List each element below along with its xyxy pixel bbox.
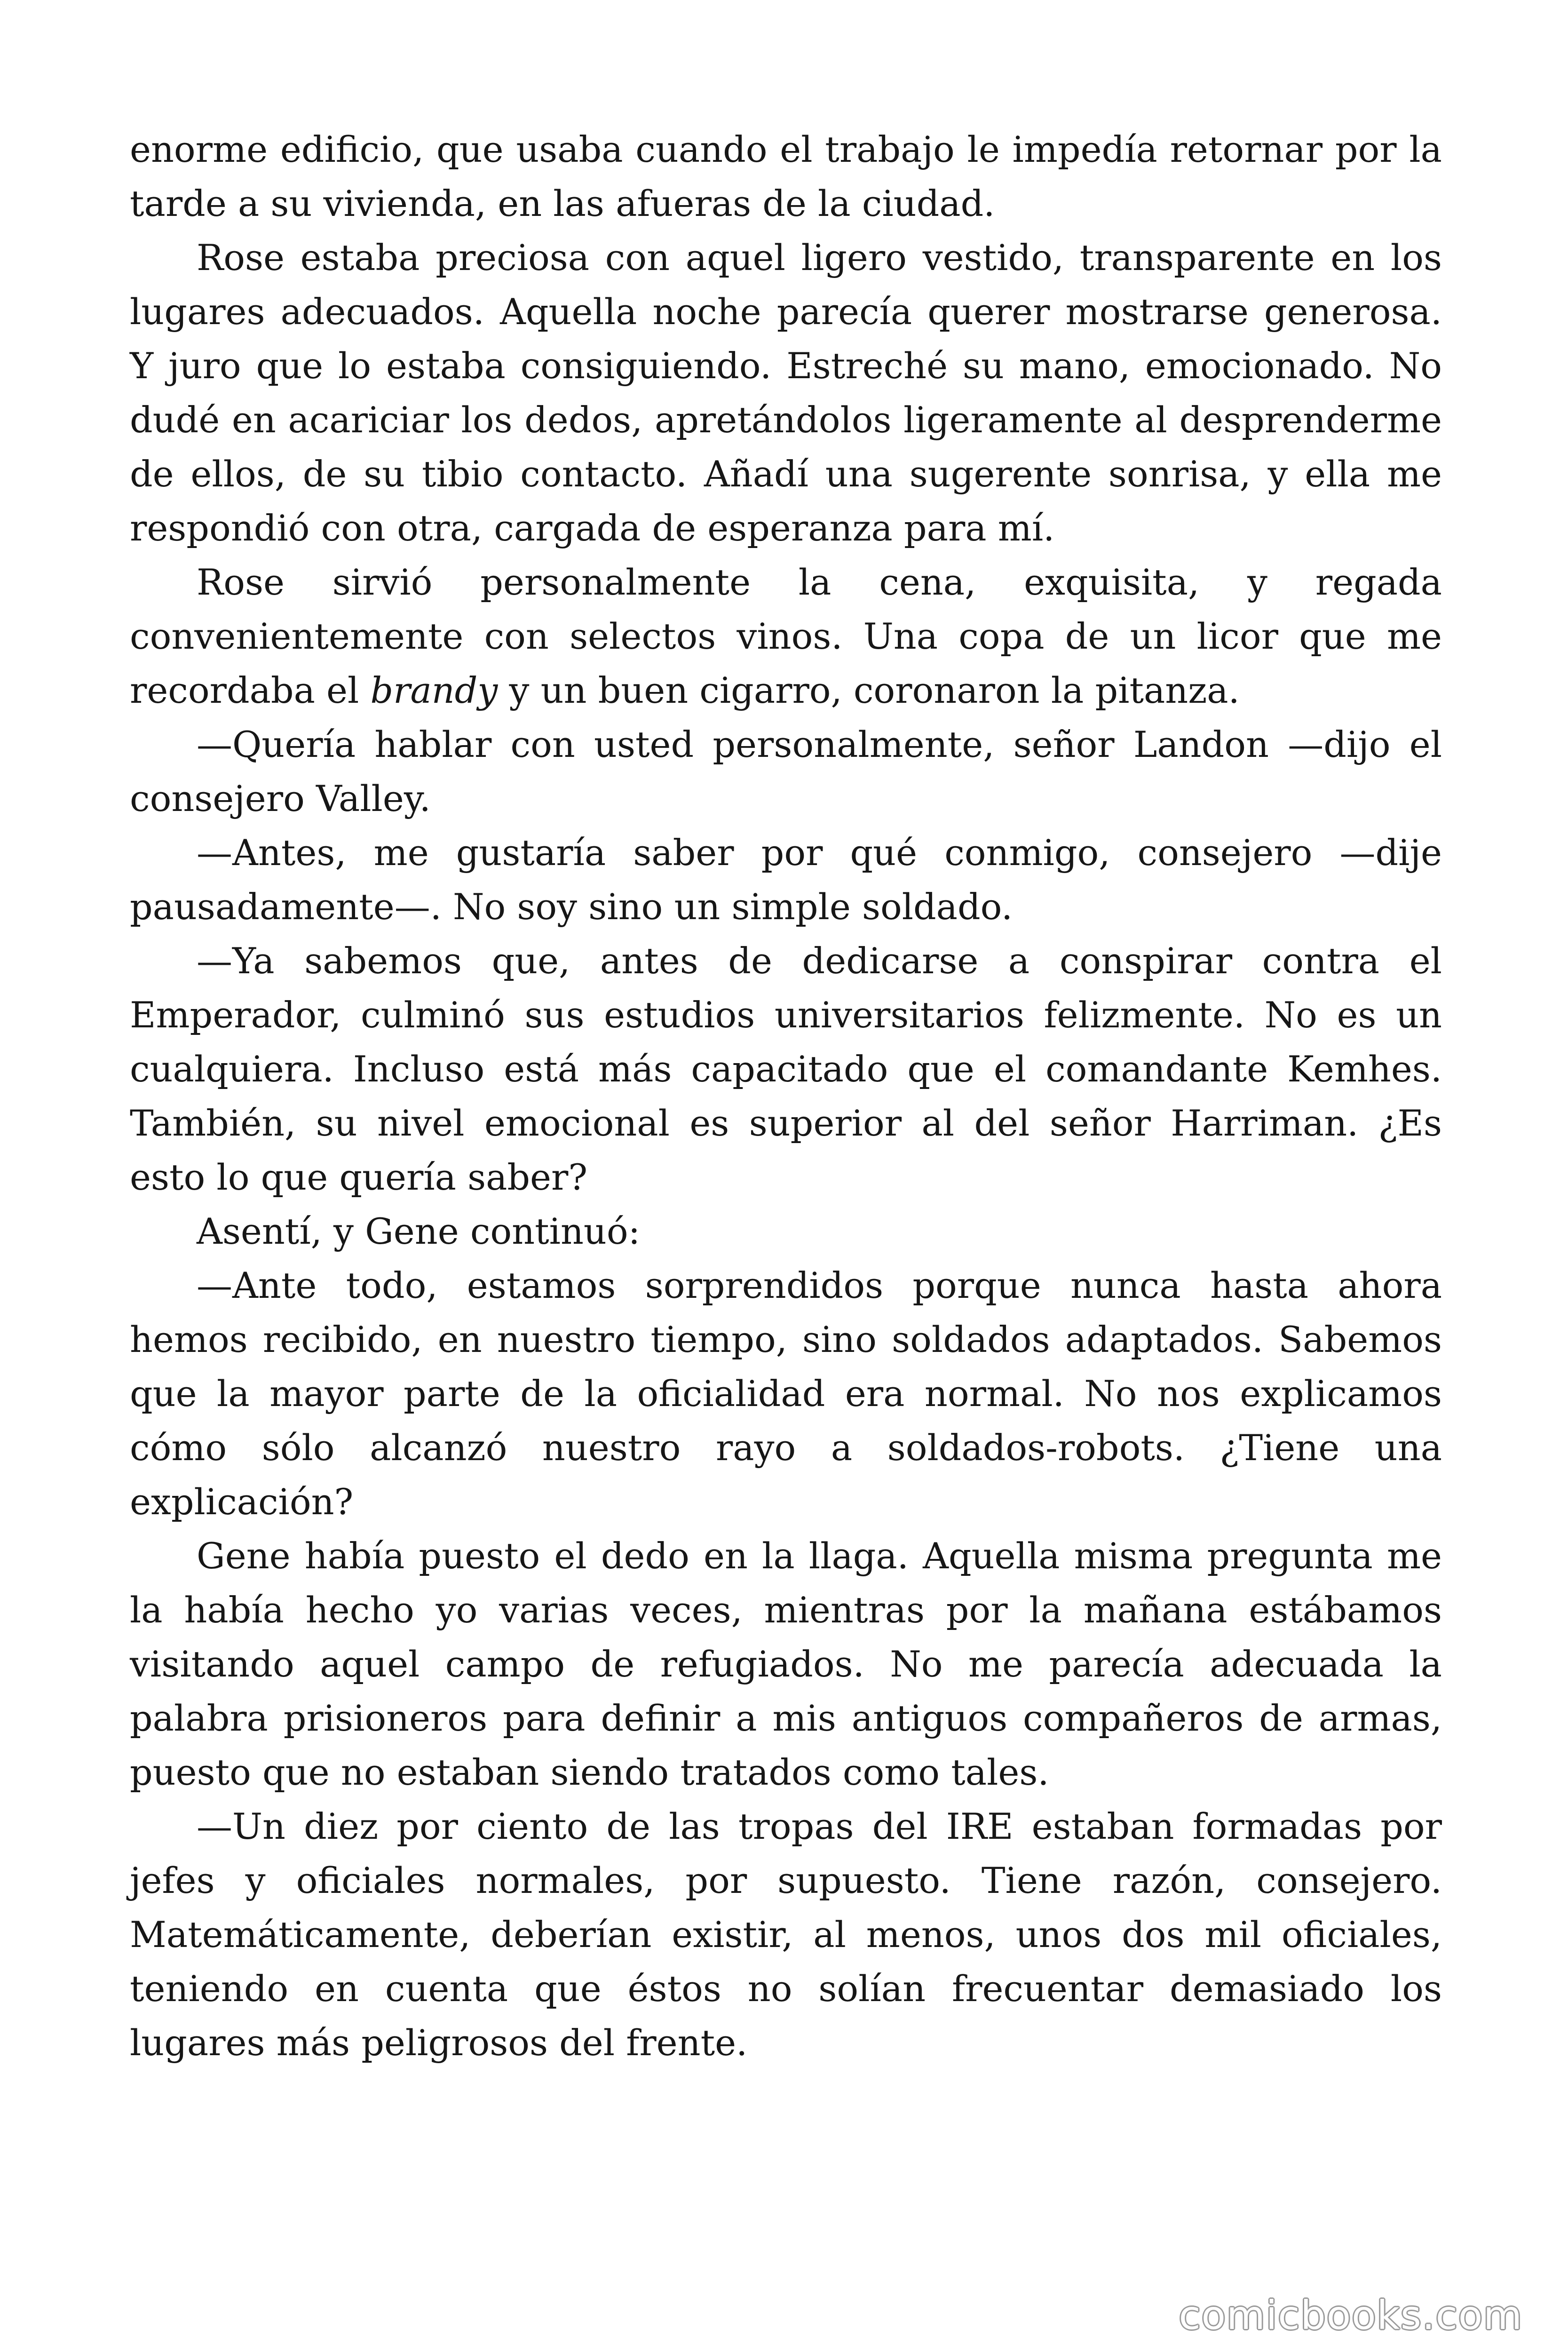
paragraph: enorme edificio, que usaba cuando el trabajo le impedía retornar por la tarde a su vivienda, en las afueras de la ciudad. bbox=[130, 128, 1442, 224]
paragraph: —Quería hablar con usted personalmente, señor Landon —dijo el consejero Valley. bbox=[130, 723, 1442, 819]
page-text bbox=[130, 122, 1442, 2070]
paragraph: —Antes, me gustaría saber por qué conmigo, consejero —dije pausadamente—. No soy sino un simple soldado. bbox=[130, 832, 1442, 928]
paragraph-text: y un buen cigarro, coronaron la pitanza. bbox=[498, 669, 1240, 711]
paragraph: Asentí, y Gene continuó: bbox=[197, 1210, 641, 1252]
paragraph bbox=[130, 555, 1442, 717]
paragraph: —Ante todo, estamos sorprendidos porque nunca hasta ahora hemos recibido, en nuestro tiempo, sino soldados adaptados. Sabemos que la mayor parte de la oficialidad era normal. No nos explicamos cómo sólo alcanzó nuestro rayo a soldados-robots. ¿Tiene una explicación? bbox=[130, 1264, 1442, 1523]
paragraph: Gene había puesto el dedo en la llaga. Aquella misma pregunta me la había hecho yo varias veces, mientras por la mañana estábamos visitando aquel campo de refugiados. No me parecía adecuada la palabra prisioneros para definir a mis antiguos compañeros de armas, puesto que no estaban siendo tratados como tales. bbox=[130, 1535, 1442, 1793]
paragraph: —Ya sabemos que, antes de dedicarse a conspirar contra el Emperador, culminó sus estudios universitarios felizmente. No es un cualquiera. Incluso está más capacitado que el comandante Kemhes. También, su nivel emocional es superior al del señor Harriman. ¿Es esto lo que quería saber? bbox=[130, 940, 1442, 1198]
paragraph: —Un diez por ciento de las tropas del IRE estaban formadas por jefes y oficiales normales, por supuesto. Tiene razón, consejero. Matemáticamente, deberían existir, al menos, unos dos mil oficiales, teniendo en cuenta que éstos no solían frecuentar demasiado los lugares más peligrosos del frente. bbox=[130, 1805, 1442, 2064]
paragraph-text: Rose sirvió personalmente la cena, exquisita, y regada convenientemente con selectos vinos. Una copa de un licor que me recordaba el bbox=[130, 561, 1442, 711]
watermark: comicbooks.com bbox=[1179, 2292, 1523, 2338]
italic-word: brandy bbox=[370, 669, 498, 711]
paragraph: Rose estaba preciosa con aquel ligero vestido, transparente en los lugares adecuados. Aquella noche parecía querer mostrarse generosa. Y juro que lo estaba consiguiendo. Estreché su mano, emocionado. No dudé en acariciar los dedos, apretándolos ligeramente al desprenderme de ellos, de su tibio contacto. Añadí una sugerente sonrisa, y ella me respondió con otra, cargada de esperanza para mí. bbox=[130, 237, 1442, 549]
